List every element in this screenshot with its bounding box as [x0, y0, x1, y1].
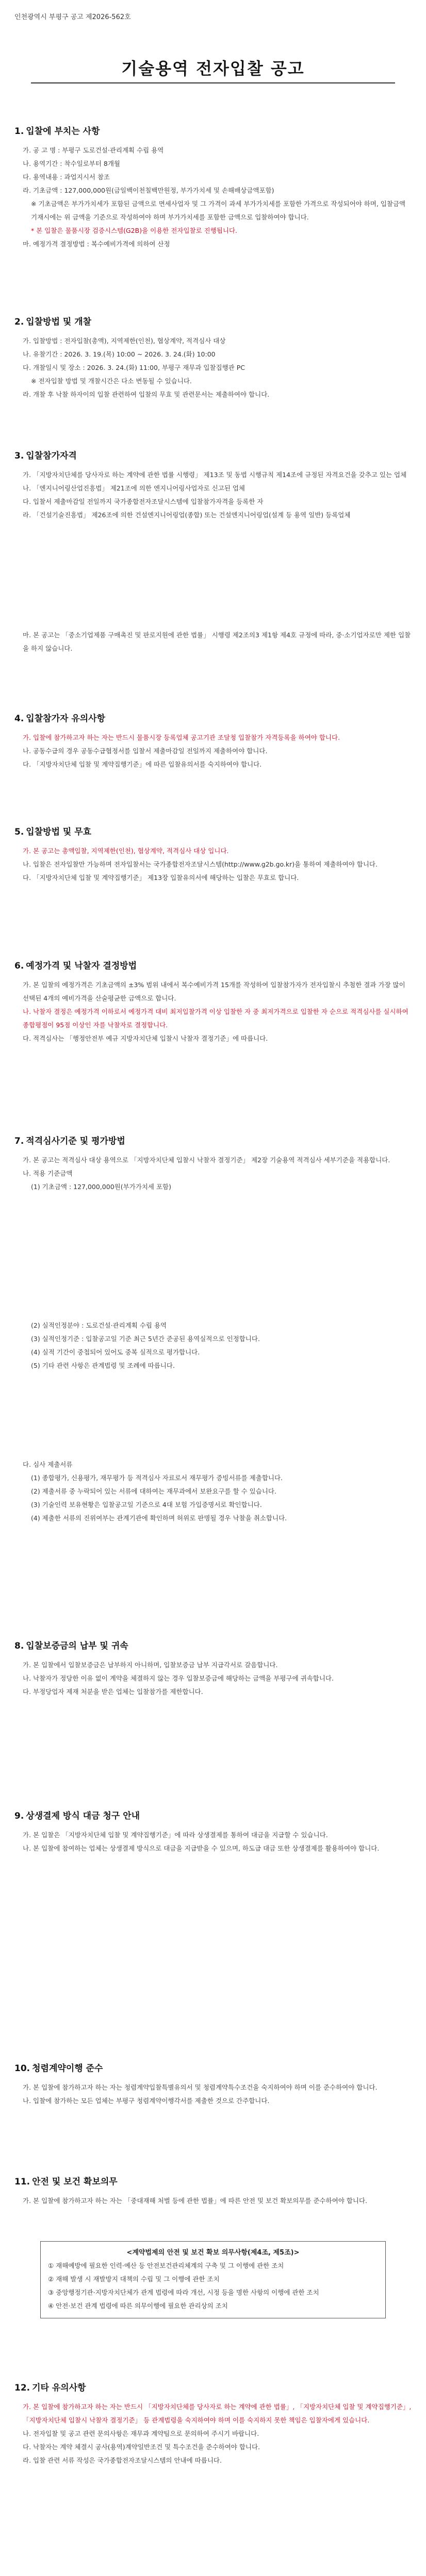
section-line: 나. 전자입찰 및 공고 관련 문의사항은 재무과 계약팀으로 문의하여 주시기 바랍니다.: [23, 2430, 259, 2437]
section-line: 가. 본 공고는 적격심사 대상 용역으로 「지방자치단체 입찰시 낙찰자 결정기준」 제2장 기술용역 적격심사 세부기준을 적용합니다.: [23, 1156, 390, 1164]
section-line: (4) 실적 기간이 중첩되어 있어도 중복 실적으로 평가합니다.: [31, 1348, 200, 1356]
section-other-notes: [14, 2380, 412, 2467]
section-line: 가. 입찰방법 : 전자입찰(총액), 지역제한(인천), 협상계약, 적격심사 대상: [23, 337, 226, 345]
section-line: 가. 본 입찰은 「지방자치단체 입찰 및 계약집행기준」에 따라 상생결제를 통하여 대금을 지급할 수 있습니다.: [23, 1831, 328, 1839]
section-heading: 11. 안전 및 보건 확보의무: [14, 2177, 118, 2187]
section-integrity-contract: [14, 2061, 412, 2108]
section-line: 다. 입찰서 제출마감일 전일까지 국가종합전자조달시스템에 입찰참가자격을 등록한 자: [23, 498, 264, 505]
section-line: 나. 유찰기간 : 2026. 3. 19.(목) 10:00 ~ 2026. 3. 24.(화) 10:00: [23, 350, 216, 358]
section-qualifications: [14, 448, 412, 522]
section-line: 라. 「건설기술진흥법」 제26조에 의한 건설엔지니어링업(종합) 또는 건설엔지니어링업(설계 등 용역 일반) 등록업체: [23, 511, 351, 519]
section-line-highlight: 가. 본 공고는 총액입찰, 지역제한(인천), 협상계약, 적격심사 대상 입니다.: [23, 847, 229, 855]
section-line: 다. 「지방자치단체 입찰 및 계약집행기준」 제13장 입찰유의서에 해당하는 입찰은 무효로 합니다.: [23, 874, 299, 882]
section-participant-notes: [14, 711, 412, 771]
notice-box-title: <계약법제의 안전 및 보건 확보 의무사항(제4조, 제5조)>: [126, 2249, 300, 2257]
section-line-highlight: 나. 낙찰자 결정은 예정가격 이하로서 예정가격 대비 최저입찰가격 이상 입찰한 자 중 최저가격으로 입찰한 자 순으로 적격심사를 실시하여 종합평점이 95점 이상인 자를 낙찰자로 결정합니다.: [23, 1008, 408, 1029]
section-price-decision: [14, 958, 412, 1045]
section-heading: 3. 입찰참가자격: [14, 451, 77, 461]
section-bid-deposit: [14, 1638, 412, 1699]
page-title: 기술용역 전자입찰 공고: [121, 59, 305, 78]
title-divider: [31, 82, 395, 83]
section-line: 가. 본 입찰에서 입찰보증금은 납부하지 아니하며, 입찰보증금 납부 지급각서로 갈음합니다.: [23, 1661, 278, 1669]
section-line: 가. 공 고 명 : 부평구 도로건설·관리계획 수립 용역: [23, 146, 164, 154]
section-line: 나. 적용 기준금액: [23, 1170, 73, 1177]
notice-box-line: ① 재해예방에 필요한 인력·예산 등 안전보건관리체계의 구축 및 그 이행에 관한 조치: [48, 2262, 284, 2269]
section-heading: 8. 입찰보증금의 납부 및 귀속: [14, 1641, 128, 1651]
section-safety-health: [14, 2174, 412, 2208]
section-line: 나. 낙찰자가 정당한 이유 없이 계약을 체결하지 않는 경우 입찰보증금에 해당하는 금액을 부평구에 귀속합니다.: [23, 1674, 334, 1682]
section-line: 나. 용역기간 : 착수일로부터 8개월: [23, 160, 121, 167]
section-line: 다. 「지방자치단체 입찰 및 계약집행기준」에 따른 입찰유의서를 숙지하여야 합니다.: [23, 760, 262, 768]
section-line: (1) 종합평가, 신용평가, 재무평가 등 적격심사 자료로서 재무평가 증빙서류를 제출합니다.: [31, 1474, 283, 1482]
section-line: 나. 「엔지니어링산업진흥법」 제21조에 의한 엔지니어링사업자로 신고된 업체: [23, 484, 245, 492]
section-line: 나. 본 입찰에 참여하는 업체는 상생결제 방식으로 대금을 지급받을 수 있으며, 하도급 대금 또한 상생결제를 활용하여야 합니다.: [23, 1844, 380, 1852]
notice-box-line: ④ 안전·보건 관계 법령에 따른 의무이행에 필요한 관리상의 조치: [48, 2302, 228, 2310]
section-line: 다. 낙찰자는 계약 체결시 공사(용역)계약일반조건 및 특수조건을 준수하여야 합니다.: [23, 2443, 260, 2451]
section-line: (1) 기초금액 : 127,000,000원(부가가치세 포함): [31, 1183, 171, 1191]
safety-obligations-box: [40, 2241, 386, 2318]
section-line: 가. 「지방자치단체를 당사자로 하는 계약에 관한 법률 시행령」 제13조 및 동법 시행규칙 제14조에 규정된 자격요건을 갖추고 있는 업체: [23, 471, 407, 479]
section-line: 나. 공동수급의 경우 공동수급협정서를 입찰서 제출마감일 전일까지 제출하여야 합니다.: [23, 747, 268, 755]
section-line: 라. 입찰 관련 서류 작성은 국가종합전자조달시스템의 안내에 따릅니다.: [23, 2456, 222, 2464]
section-line: 마. 예정가격 결정방법 : 복수예비가격에 의하여 산정: [23, 240, 170, 248]
section-line: 다. 심사 제출서류: [23, 1461, 73, 1468]
section-line: 나. 입찰은 전자입찰만 가능하며 전자입찰서는 국가종합전자조달시스템(http://www.g2b.go.kr)을 통하여 제출하여야 합니다.: [23, 860, 378, 868]
document-number: 인천광역시 부평구 공고 제2026-562호: [14, 13, 131, 21]
section-line: ※ 전자입찰 방법 및 개찰시간은 다소 변동될 수 있습니다.: [31, 377, 192, 385]
notice-box-line: ② 재해 발생 시 재발방지 대책의 수립 및 그 이행에 관한 조치: [48, 2275, 220, 2283]
section-line: 가. 본 입찰에 참가하고자 하는 자는 「중대재해 처벌 등에 관한 법률」에 따른 안전 및 보건 확보의무를 준수하여야 합니다.: [23, 2197, 368, 2205]
section-submission-docs: [14, 1458, 412, 1525]
section-win-win-payment: [14, 1808, 412, 1855]
section-heading: 10. 청렴계약이행 준수: [14, 2063, 103, 2074]
section-line: 가. 본 입찰에 참가하고자 하는 자는 청렴계약입찰특별유의서 및 청렴계약특수조건을 숙지하여야 하며 이를 준수하여야 합니다.: [23, 2083, 378, 2091]
notice-box-line: ③ 중앙행정기관·지방자치단체가 관계 법령에 따라 개선, 시정 등을 명한 사항의 이행에 관한 조치: [48, 2289, 319, 2296]
section-bid-invalid: [14, 824, 412, 885]
section-line: (2) 실적인정분야 : 도로건설·관리계획 수립 용역: [31, 1321, 167, 1329]
section-line: 라. 개찰 후 낙찰 하자이의 입찰 관련하여 입찰의 무효 및 관련문서는 제출하여야 합니다.: [23, 391, 270, 398]
section-heading: 12. 기타 유의사항: [14, 2383, 86, 2393]
section-bid-method: [14, 314, 412, 401]
section-eligibility-criteria: [14, 1133, 412, 1194]
section-line: 다. 용역내용 : 과업지시서 참조: [23, 173, 110, 181]
section-heading: 7. 적격심사기준 및 평가방법: [14, 1136, 125, 1146]
section-line: 마. 본 공고는 「중소기업제품 구매촉진 및 판로지원에 관한 법률」 시행령 제2조의3 제1항 제4호 규정에 따라, 중·소기업자로만 제한 입찰을 하지 않습니다.: [23, 631, 411, 652]
section-heading: 9. 상생결제 방식 대금 청구 안내: [14, 1811, 140, 1821]
section-line-highlight: * 본 입찰은 물품시장 검증시스템(G2B)을 이용한 전자입찰로 진행됩니다.: [31, 227, 238, 234]
section-performance-criteria: [14, 1319, 412, 1372]
section-heading: 5. 입찰방법 및 무효: [14, 827, 92, 837]
section-line: 나. 입찰에 참가하는 모든 업체는 부평구 청렴계약이행각서를 제출한 것으로 간주합니다.: [23, 2097, 270, 2105]
section-bid-items: [14, 124, 412, 251]
section-line: (5) 기타 관련 사항은 관계법령 및 조례에 따릅니다.: [31, 1362, 175, 1369]
section-heading: 6. 예정가격 및 낙찰자 결정방법: [14, 961, 137, 971]
section-line: 다. 부정당업자 제재 처분을 받은 업체는 입찰참가를 제한합니다.: [23, 1688, 203, 1696]
section-line: (4) 제출한 서류의 진위여부는 관계기관에 확인하며 허위로 판명될 경우 낙찰을 취소합니다.: [31, 1514, 287, 1522]
section-line: (2) 제출서류 중 누락되어 있는 서류에 대하여는 재무과에서 보완요구를 할 수 있습니다.: [31, 1487, 276, 1495]
section-line-highlight: 가. 본 입찰에 참가하고자 하는 자는 반드시 「지방자치단체를 당사자로 하는 계약에 관한 법률」, 「지방자치단체 입찰 및 계약집행기준」, 「지방자치단체 입찰시 낙찰자 결정기준」 등 관계법령을 숙지하여야 하며 이를 숙지하지 못한 책임은 입찰자에게 있습니다.: [23, 2403, 412, 2424]
section-line: 라. 기초금액 : 127,000,000원(금일백이천칠백만원정, 부가가치세 및 손해배상금액포함): [23, 187, 274, 194]
section-heading: 1. 입찰에 부치는 사항: [14, 126, 100, 137]
section-heading: 4. 입찰참가자 유의사항: [14, 714, 106, 724]
section-line: (3) 실적인정기준 : 입찰공고일 기준 최근 5년간 준공된 용역실적으로 인정합니다.: [31, 1335, 260, 1343]
section-line: 다. 적격심사는 「행정안전부 예규 지방자치단체 입찰시 낙찰자 결정기준」에 따릅니다.: [23, 1035, 268, 1042]
section-heading: 2. 입찰방법 및 개찰: [14, 317, 92, 327]
section-line: ※ 기초금액은 부가가치세가 포함된 금액으로 면세사업자 및 그 가격이 과세 부가가치세를 포함한 가격으로 작성되어야 하며, 입찰금액 기재시에는 위 금액을 기준으로 작성하여야 하며 부가가치세를 포함한 금액으로 입찰하여야 합니다.: [31, 200, 406, 221]
section-line: 가. 본 입찰의 예정가격은 기초금액의 ±3% 범위 내에서 복수예비가격 15개를 작성하여 입찰참가자가 전자입찰시 추첨한 결과 가장 많이 선택된 4개의 예비가격을 산술평균한 금액으로 합니다.: [23, 981, 405, 1002]
section-sme-note: [14, 629, 412, 655]
section-line: (3) 기술인력 보유현황은 입찰공고일 기준으로 4대 보험 가입증명서로 확인합니다.: [31, 1501, 262, 1509]
section-line-highlight: 가. 입찰에 참가하고자 하는 자는 반드시 물품시장 등록업체 공고기관 조달청 입찰참가 자격등록을 하여야 합니다.: [23, 734, 340, 741]
section-line: 다. 개찰일시 및 장소 : 2026. 3. 24.(화) 11:00, 부평구 재무과 입찰집행관 PC: [23, 364, 245, 371]
